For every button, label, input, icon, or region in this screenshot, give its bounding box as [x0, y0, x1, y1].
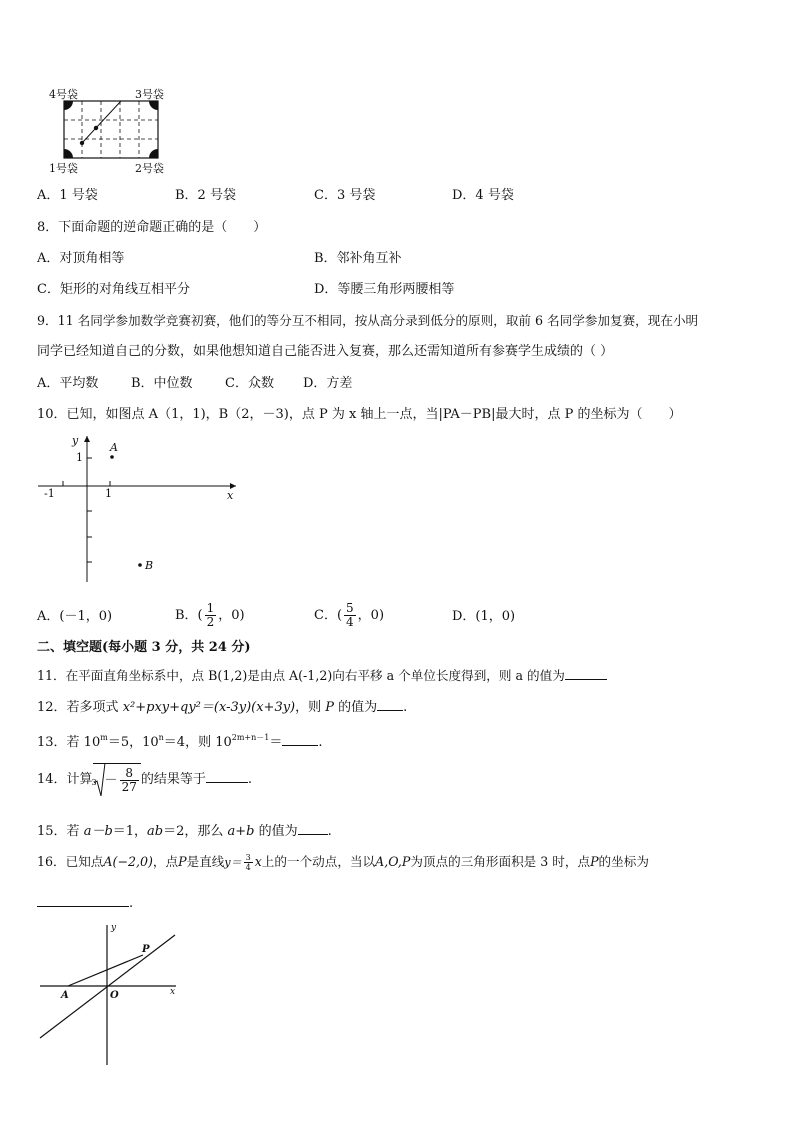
q16-denominator: 4	[245, 863, 251, 872]
q16-points-aop: A,O,P	[375, 854, 411, 869]
q12-mid: ，则	[295, 700, 326, 715]
section-heading-fill-in: 二、填空题(每小题 3 分，共 24 分)	[37, 640, 251, 655]
q10-option-b-prefix: B．(	[175, 608, 203, 623]
q9-option-c[interactable]: C．众数	[225, 376, 274, 391]
q10-y-axis-label: y	[72, 434, 79, 447]
q13-exp-n: n	[158, 733, 164, 742]
q13-exp-m: m	[100, 733, 108, 742]
q8-option-c[interactable]: C．矩形的对角线互相平分	[37, 282, 190, 297]
bag-2-label: 2号袋	[135, 162, 164, 175]
q13-post: ＝	[269, 735, 283, 750]
q12-period: .	[403, 700, 408, 715]
q13-exp-combined: 2m+n－1	[231, 733, 270, 742]
q10-x-axis-label: x	[227, 489, 234, 502]
q9-stem-line1: 9．11 名同学参加数学竞赛初赛，他们的等分互不相同，按从高分录到低分的原则，取前 6 名同学参加复赛，现在小明	[37, 313, 699, 328]
q15-expr2: ab	[147, 824, 164, 839]
q10-option-b-numerator: 1	[206, 601, 215, 615]
q14-denominator: 27	[121, 780, 137, 794]
q15-expr3: a+b	[227, 824, 255, 839]
q15-period: .	[327, 824, 332, 839]
q16-graph-x-label: x	[170, 987, 176, 997]
q16-mid2: 是直线	[186, 854, 225, 869]
q10-y-tick-1: 1	[76, 451, 83, 464]
q15-mid1: ＝1，	[112, 824, 148, 839]
q14-period: .	[247, 772, 252, 787]
q16-mid1: ，点	[152, 854, 179, 869]
q8-option-a[interactable]: A．对顶角相等	[37, 251, 125, 266]
q14-prefix: 14．计算	[37, 772, 93, 787]
q16-graph-y-label: y	[111, 923, 117, 933]
q15-prefix: 15．若	[37, 824, 84, 839]
q10-option-b-denominator: 2	[206, 615, 215, 629]
q16-prefix: 16．已知点	[37, 854, 104, 869]
q12-post: 的值为	[334, 700, 378, 715]
q7-option-b[interactable]: B．2 号袋	[175, 188, 236, 203]
q10-x-tick-1: 1	[105, 487, 112, 500]
q16-point-p-2: P	[590, 854, 599, 869]
q14-minus: －	[104, 773, 118, 788]
q12-p: P	[325, 700, 335, 715]
q16-x: x	[254, 854, 262, 869]
bag-1-label: 1号袋	[49, 162, 78, 175]
q16-y-equals: y＝	[224, 856, 242, 869]
q13-prefix: 13．若 10	[37, 735, 101, 750]
q10-option-c-prefix: C．(	[314, 608, 343, 623]
q12-prefix: 12．若多项式	[37, 700, 123, 715]
q7-option-a[interactable]: A．1 号袋	[37, 188, 98, 203]
q10-option-b-suffix: ，0)	[218, 608, 245, 623]
q16-graph-a-label: A	[61, 990, 69, 1001]
q16-numerator: 3	[245, 853, 251, 862]
q10-option-a[interactable]: A．(－1，0)	[37, 609, 113, 624]
q16-graph-p-label: P	[142, 944, 150, 955]
q16-post: 上的一个动点，当以	[261, 854, 376, 869]
q9-option-a[interactable]: A．平均数	[37, 376, 99, 391]
q11-text: 11．在平面直角坐标系中，点 B(1,2)是由点 A(-1,2)向右平移 a 个单位长度得到，则 a 的值为	[37, 668, 565, 683]
q16-point-p: P	[178, 854, 187, 869]
q9-option-b[interactable]: B．中位数	[131, 376, 193, 391]
q10-x-tick-neg1: -1	[44, 487, 55, 500]
q10-point-a-label: A	[110, 441, 118, 454]
q13-mid1: ＝5，10	[107, 735, 159, 750]
bag-4-label: 4号袋	[49, 88, 78, 101]
q8-option-d[interactable]: D．等腰三角形两腰相等	[314, 282, 455, 297]
q14-root-index: 3	[91, 778, 97, 787]
q10-point-b-label: B	[145, 559, 154, 572]
q13-period: .	[318, 735, 323, 750]
q14-post: 的结果等于	[140, 772, 206, 787]
q10-option-d[interactable]: D．(1，0)	[452, 609, 516, 624]
q10-option-c-numerator: 5	[346, 601, 354, 615]
q15-mid2: ＝2，那么	[163, 824, 228, 839]
q16-tail: 为顶点的三角形面积是 3 时，点	[410, 854, 591, 869]
q10-stem: 10．已知，如图点 A（1，1)，B（2，－3)，点 P 为 x 轴上一点，当|PA－PB|最大时，点 P 的坐标为（ ）	[37, 407, 682, 422]
q16-point-a: A(−2,0)	[103, 854, 153, 869]
q13-mid2: ＝4，则 10	[163, 735, 232, 750]
q8-stem: 8．下面命题的逆命题正确的是（ ）	[37, 220, 267, 235]
q10-option-c-suffix: ，0)	[357, 608, 385, 623]
q10-option-c-denominator: 4	[346, 615, 354, 629]
bag-3-label: 3号袋	[135, 88, 164, 101]
q12-polynomial: x²+pxy+qy²＝(x-3y)(x+3y)	[122, 700, 296, 715]
q7-option-d[interactable]: D．4 号袋	[452, 188, 514, 203]
q16-graph-o-label: O	[110, 990, 119, 1001]
q7-option-c[interactable]: C．3 号袋	[314, 188, 376, 203]
q16-period: .	[129, 896, 134, 911]
q15-post: 的值为	[254, 824, 298, 839]
q9-option-d[interactable]: D．方差	[303, 376, 353, 391]
q15-expr1: a－b	[83, 824, 113, 839]
q16-tail2: 的坐标为	[598, 854, 649, 869]
q14-numerator: 8	[120, 767, 139, 781]
q9-stem-line2: 同学已经知道自己的分数，如果他想知道自己能否进入复赛，那么还需知道所有参赛学生成绩的（ ）	[37, 344, 614, 359]
q8-option-b[interactable]: B．邻补角互补	[314, 251, 402, 266]
